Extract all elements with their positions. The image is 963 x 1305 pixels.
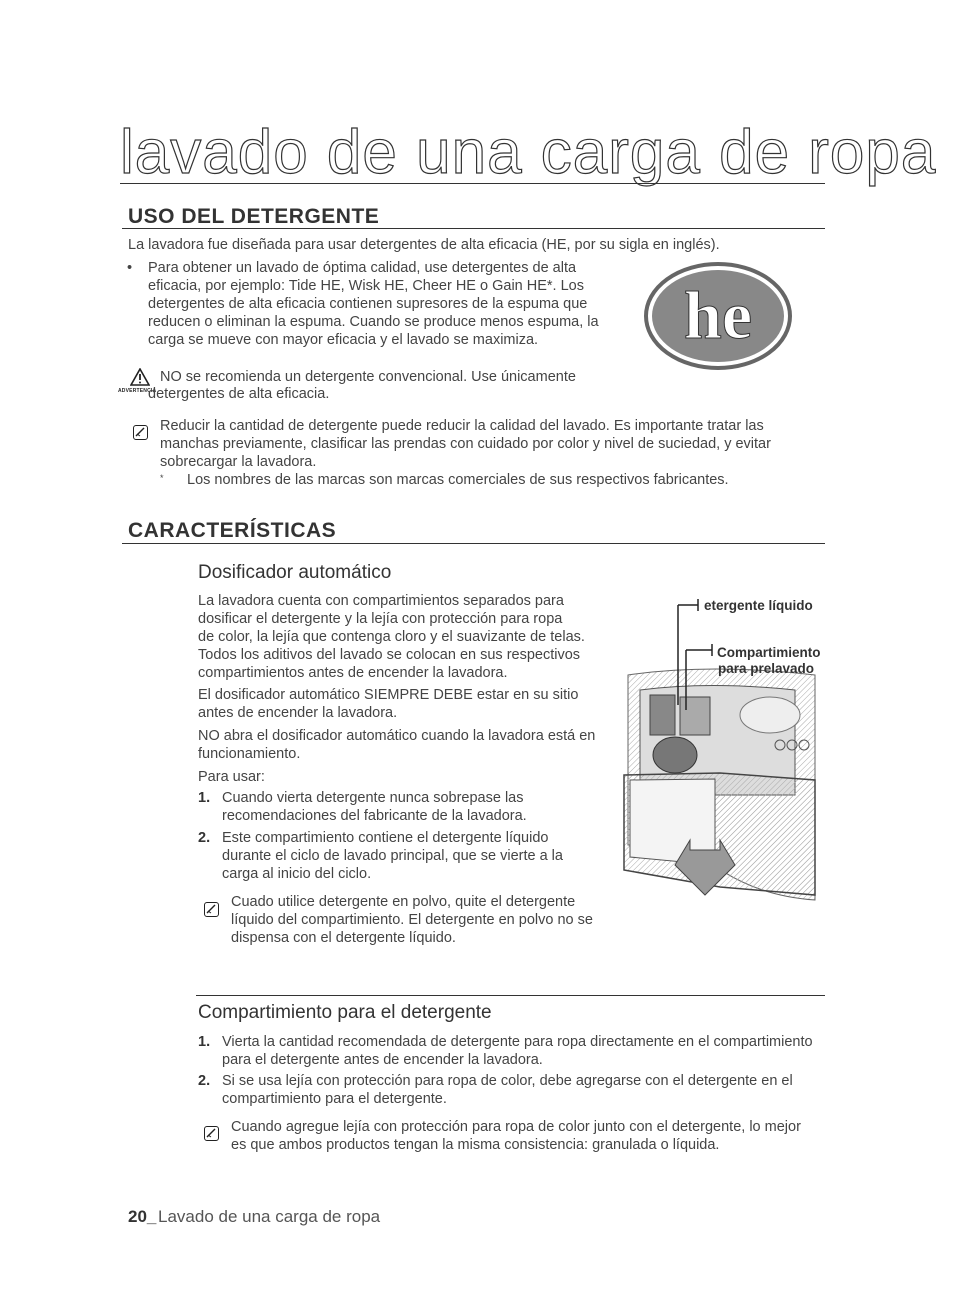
bullet-line: carga se mueve con mayor eficacia y el lavado se maximiza. [148,332,539,348]
subheading-detergent-compartment: Compartimiento para el detergente [198,1002,492,1023]
dispenser-illustration [620,595,820,910]
note-line: sobrecargar la lavadora. [160,454,317,470]
para-line: La lavadora cuenta con compartimientos separados para [198,593,564,609]
note-line: Cuando agregue lejía con protección para ropa de color junto con el detergente, lo mejor [231,1119,801,1135]
footnote: Los nombres de las marcas son marcas comerciales de sus respectivos fabricantes. [187,472,729,488]
item-number: 2. [198,830,211,846]
subheading-dispenser: Dosificador automático [198,562,392,583]
para-line: El dosificador automático SIEMPRE DEBE estar en su sitio [198,687,579,703]
para-usar: Para usar: [198,769,265,785]
item-line: recomendaciones del fabricante de la lavadora. [222,808,527,824]
dispenser-para-1 [198,592,608,682]
page-title: lavado de una carga de ropa [120,118,937,187]
section-rule [122,228,825,229]
dispenser-para-2 [198,686,608,722]
warning-icon [130,368,150,386]
item-line: durante el ciclo de lavado principal, que se vierte a la [222,848,563,864]
bullet-line: Para obtener un lavado de óptima calidad, use detergentes de alta [148,260,577,276]
para-line: de color, la lejía que contenga cloro y el suavizante de telas. [198,629,585,645]
item-line: Vierta la cantidad recomendada de detergente para ropa directamente en el compartimiento [222,1034,813,1050]
bullet-line: detergentes de alta eficacia contienen supresores de la espuma que [148,296,588,312]
section-rule [122,543,825,544]
dispenser-para-3 [198,727,608,763]
item-line: para el detergente antes de encender la lavadora. [222,1052,543,1068]
note-line: es que ambos productos tengan la misma consistencia: granulada o líquida. [231,1137,720,1153]
callout-prewash-line-2: para prelavado [718,661,815,676]
note-line: líquido del compartimiento. El detergente en polvo no se [231,912,593,928]
warning-line-2: detergentes de alta eficacia. [148,386,330,402]
item-number: 1. [198,790,211,806]
item-line: compartimiento para el detergente. [222,1091,447,1107]
item-number: 1. [198,1034,211,1050]
note-line: manchas previamente, clasificar las prendas con cuidado por color y nivel de suciedad, y evitar [160,436,771,452]
note-icon [204,1126,219,1141]
section1-intro: La lavadora fue diseñada para usar detergentes de alta eficacia (HE, por su sigla en inglés). [128,237,720,253]
dispenser-note [231,893,611,947]
footnote-mark: * [160,473,164,483]
item-line: Este compartimiento contiene el detergente líquido [222,830,549,846]
page-number: 20_ [128,1207,157,1226]
section-heading-detergent: USO DEL DETERGENTE [128,205,380,228]
dispenser-item-2 [222,829,612,883]
compartment-item-2 [222,1072,822,1108]
bullet-paragraph [148,259,618,349]
para-line: funcionamiento. [198,746,301,762]
item-line: carga al inicio del ciclo. [222,866,372,882]
note-line: dispensa con el detergente líquido. [231,930,456,946]
note-icon [133,425,148,440]
item-line: Si se usa lejía con protección para ropa de color, debe agregarse con el detergente en el [222,1073,793,1089]
note-icon [204,902,219,917]
warning-label: ADVERTENCIA [118,388,157,394]
para-line: antes de encender la lavadora. [198,705,398,721]
bullet-line: eficacia, por ejemplo: Tide HE, Wisk HE, Cheer HE o Gain HE*. Los [148,278,584,294]
note-paragraph [160,417,825,471]
item-number: 2. [198,1073,211,1089]
compartment-item-1 [222,1033,822,1069]
title-underline [120,183,825,184]
footer-title: Lavado de una carga de ropa [158,1207,381,1226]
note-line: Cuado utilice detergente en polvo, quite el detergente [231,894,576,910]
bullet-line: reducen o eliminan la espuma. Cuando se produce menos espuma, la [148,314,599,330]
note-line: Reducir la cantidad de detergente puede reducir la calidad del lavado. Es importante tratar las [160,418,764,434]
item-line: Cuando vierta detergente nunca sobrepase las [222,790,524,806]
compartment-note [231,1118,821,1154]
para-line: NO abra el dosificador automático cuando la lavadora está en [198,728,596,744]
dispenser-item-1 [222,789,612,825]
bullet-dot: • [127,260,133,276]
callout-liquid-detergent: etergente líquido [704,598,813,613]
he-logo-text: he [684,277,752,353]
callout-prewash-line-1: Compartimiento [717,645,821,660]
para-line: compartimientos antes de encender la lavadora. [198,665,508,681]
warning-line-1: NO se recomienda un detergente convencional. Use únicamente [160,369,576,385]
para-line: Todos los aditivos del lavado se colocan en sus respectivos [198,647,581,663]
section-heading-features: CARACTERÍSTICAS [128,519,337,542]
para-line: dosificar el detergente y la lejía con protección para ropa [198,611,563,627]
he-logo [643,260,793,372]
subsection-rule [196,995,825,996]
